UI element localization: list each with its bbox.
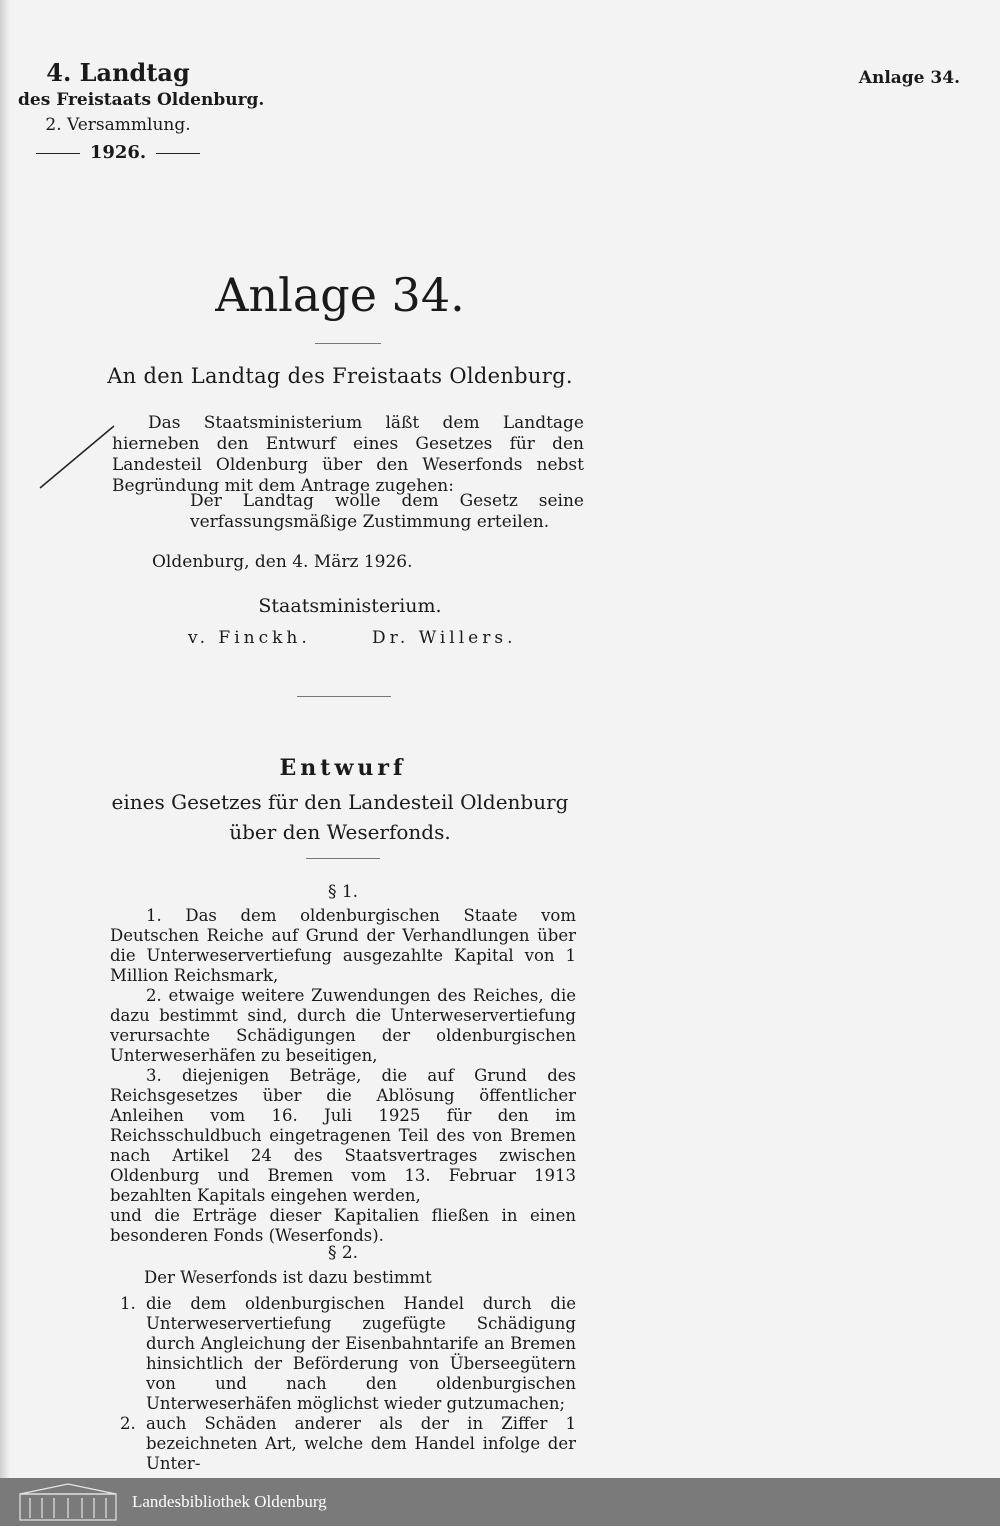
header-year-line — [18, 138, 218, 168]
draft-heading: Entwurf — [279, 755, 407, 781]
letter-paragraph: Das Staatsministerium läßt dem Landtage hierneben den Entwurf eines Gesetzes für den Landesteil Oldenburg über den Weserfonds nebst Begründung mit dem Antrage zugehen: — [112, 413, 584, 496]
draft-subtitle: eines Gesetzes für den Landesteil Oldenburg über den Weserfonds. — [111, 790, 569, 844]
section-1-item-2: 2. etwaige weitere Zuwendungen des Reiches, die dazu bestimmt sind, durch die Unterweservertiefung verursachte Schädigungen der oldenburgischen Unterweserhäfen zu beseitigen, — [110, 986, 576, 1065]
item-text: auch Schäden anderer als der in Ziffer 1 bezeichneten Art, welche dem Handel infolge der Unter- — [146, 1414, 576, 1473]
signature-willers: Dr. Willers. — [372, 628, 517, 648]
place-date: Oldenburg, den 4. März 1926. — [152, 552, 413, 572]
header-left — [18, 58, 265, 168]
section-divider — [297, 696, 391, 697]
header-annex-label: Anlage 34. — [858, 68, 960, 88]
item-text: die dem oldenburgischen Handel durch die Unterweservertiefung zugefügte Schädigung durch Angleichung der Eisenbahntarife an Bremen hinsichtlich der Beförderung von Überseegütern von und nach den oldenburgischen Unterweserhäfen möglichst wieder gutzumachen; — [146, 1294, 576, 1413]
section-2-item-2 — [120, 1414, 576, 1474]
section-1-item-1: 1. Das dem oldenburgischen Staate vom Deutschen Reiche auf Grund der Verhandlungen über die Unterweservertiefung ausgezahlte Kapital von 1 Million Reichsmark, — [110, 906, 576, 985]
header-year: 1926. — [89, 142, 147, 163]
section-1-closing: und die Erträge dieser Kapitalien fließen in einen besonderen Fonds (Weserfonds). — [110, 1206, 576, 1245]
section-2-item-1 — [120, 1294, 576, 1414]
pen-mark — [38, 424, 118, 490]
item-number: 1. — [120, 1294, 136, 1313]
header-rule-right — [156, 153, 200, 154]
header-assembly: 2. Versammlung. — [45, 115, 191, 135]
library-footer — [0, 1478, 1000, 1526]
section-1-body — [110, 906, 576, 1246]
section-2-intro: Der Weserfonds ist dazu bestimmt — [144, 1268, 432, 1287]
item-number: 2. — [120, 1414, 136, 1433]
motion-text: Der Landtag wolle dem Gesetz seine verfassungsmäßige Zustimmung erteilen. — [190, 491, 584, 532]
signature-finckh: v. Finckh. — [188, 628, 311, 648]
header-parliament: 4. Landtag — [46, 58, 190, 87]
page-title: Anlage 34. — [215, 268, 465, 322]
letter-address: An den Landtag des Freistaats Oldenburg. — [107, 364, 573, 388]
section-2-label: § 2. — [327, 1243, 359, 1263]
library-building-icon — [18, 1482, 118, 1522]
letter-motion — [190, 491, 584, 533]
header-rule-left — [36, 153, 80, 154]
title-divider — [315, 343, 381, 344]
draft-divider — [306, 858, 380, 859]
section-1-item-3: 3. diejenigen Beträge, die auf Grund des Reichsgesetzes über die Ablösung öffentlicher Anleihen vom 16. Juli 1925 für den im Reichsschuldbuch eingetragenen Teil des von Bremen nach Artikel 24 des Staatsvertrages zwischen Oldenburg und Bremen vom 13. Februar 1913 bezahlten Kapitals eingehen werden, — [110, 1066, 576, 1205]
section-2-list — [120, 1294, 576, 1474]
ministry-name: Staatsministerium. — [258, 595, 442, 617]
section-1-label: § 1. — [327, 882, 359, 902]
library-name: Landesbibliothek Oldenburg — [132, 1492, 327, 1511]
header-state: des Freistaats Oldenburg. — [18, 90, 265, 110]
